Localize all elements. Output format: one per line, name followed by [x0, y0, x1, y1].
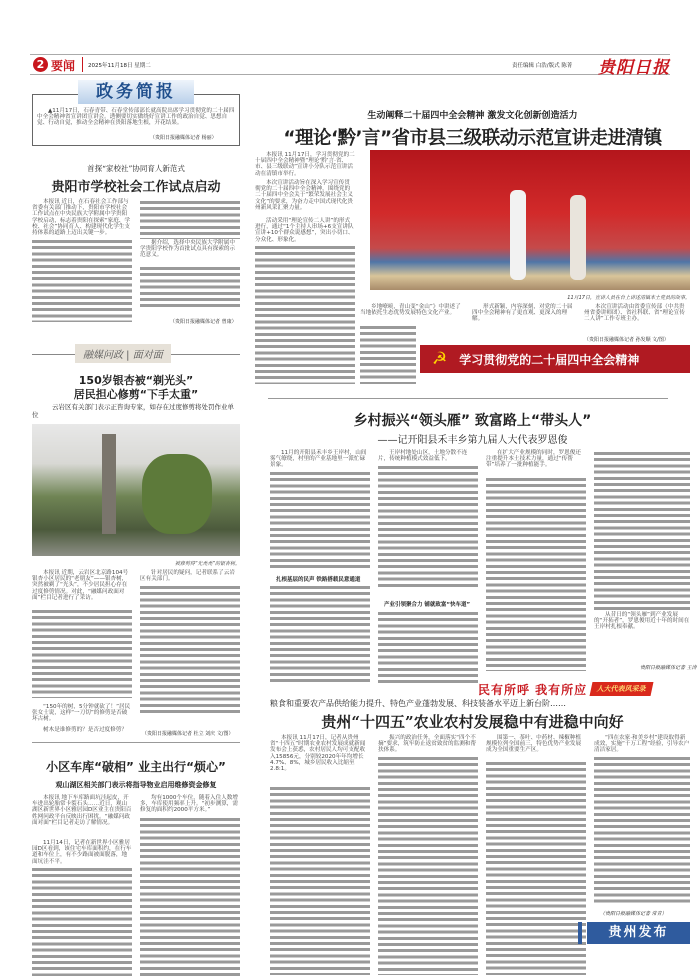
- school-kicker: 首探“家校社”协同育人新范式: [87, 164, 185, 173]
- village-subhead-2: 产业引领聚合力 铺就致富“快车道”: [384, 602, 471, 608]
- brief-title: 政务简报: [78, 80, 194, 104]
- theory-photo: [370, 150, 690, 290]
- theory-body-p2: 本次宣讲活动旨在深入学习宣传贯彻党的二十届四中全会精神，围绕党的二十届四中全会关于“繁荣发展社会主义文化”的要求，为奋力走中国式现代化贵州新风采汇聚力量。: [255, 180, 353, 211]
- agri-col2: 振兴的政治任务，全面落实“四个不摘”要求，筑牢防止返贫致贫的监测和帮扶体系。: [378, 735, 476, 754]
- garage-headline: 小区车库“破相” 业主出行“烦心”: [46, 760, 226, 774]
- theory-body-lead: 本报讯 11月17日，学习贯彻党的二十届四中全会精神暨“理论‘黔’言·省、市、县三级联动”宣讲小分队示范宣讲活动在清镇市举行。: [255, 152, 355, 177]
- theory-col-c: 本次宣讲活动由省委宣传部（中共贵州省委讲师团）、省社科联、省“理论宣传二人讲”工作专班主办。: [584, 304, 685, 323]
- village-col1: 11月的开阳县禾丰乡王岸村，山间雾气缭绕，村里的产业基地里一派忙碌景象。: [270, 450, 367, 469]
- issue-date: 2025年11月18日 星期二: [88, 63, 151, 69]
- media-question: 树木是谁修剪的？是否过度修剪？: [43, 727, 127, 733]
- page-number-badge: 2: [33, 57, 48, 72]
- party-emblem-icon: ☭: [432, 349, 448, 369]
- media-headline-1: 150岁银杏被“剃光头”: [78, 374, 194, 387]
- theory-col-b: 形式新颖，内容深刻，对党的二十届四中全会精神有了更直观、更深入的理解。: [472, 304, 573, 323]
- school-body-col2: 据介绍，选择中央民族大学附属中学贵阳学校作为首批试点具有探索的示范意义。: [140, 240, 236, 259]
- theory-col-a: 乡地嘹喨，青山变“金山”》中讲述了当地依托生态优势发展特色文化产业。: [360, 304, 461, 317]
- media-subheadline: 云岩区有关部门表示正咨询专家，如存在过度修剪将处罚作业单位: [32, 403, 234, 419]
- ginkgo-photo: [32, 424, 240, 556]
- theory-caption: 11月17日，宣讲人员在台上讲述清镇本土党员的故事。: [567, 295, 690, 301]
- village-headline: 乡村振兴“领头雁” 致富路上“带头人”: [353, 413, 592, 429]
- school-credit: （贵阳日报融媒体记者 曾康）: [170, 319, 237, 325]
- people-banner-text: 民有所呼 我有所应: [478, 682, 588, 697]
- media-headline-2: 居民担心修剪“下手太重”: [73, 388, 199, 401]
- agri-kicker: 粮食和重要农产品供给能力提升、特色产业蓬勃发展、科技装备水平迈上新台阶……: [270, 699, 566, 708]
- school-body-col1: 本报讯 近日，在石春社会工作部与省委有关部门推动下，贵阳市学校社会工作试点在中央民族大学附属中学贵阳学校启动，标志着贵阳在探索“家庭、学校、社会”协同育人、构建现代化学生支持体系的道路上迈出关键一步。: [32, 199, 130, 237]
- media-column-label: 融媒问政 | 面对面: [75, 344, 171, 363]
- section-name: 要闻: [51, 59, 76, 73]
- village-col3: 在扩大产业规模的同时，罗恩俊还注重提升本土技术力量，通过“传帮带”培养了一批种植能手。: [486, 450, 581, 469]
- study-banner: [420, 345, 690, 373]
- garage-body-col2: 均有1000个车位，随着入住人数增多，车库使用频率上升。“初步测算，需修复的面积约2000平方米。”: [140, 795, 238, 814]
- media-quote: “150年的树，5分钟就砍了！”居民张女士说，这样“一刀切”的修剪是否破坏古树。: [32, 704, 131, 723]
- newspaper-logo: 贵阳日报: [598, 58, 670, 78]
- village-col2: 王岸村地处山区，土地分散不连片，传统种植模式效益低下。: [378, 450, 468, 463]
- garage-body-col1: 本报讯 地下车库路面坑洼起皮，开车进出轮胎常卡裂石头……近日，观山湖区新世界小区雅居园D区业主在贵阳百姓网问政平台反映出行困扰。“融媒问政面对面”栏目记者走访了解情况。: [32, 795, 132, 826]
- people-banner-tag: 人大代表风采录: [590, 682, 654, 696]
- agri-headline: 贵州“十四五”农业农村发展稳中有进稳中向好: [321, 713, 624, 731]
- agri-col3: 围第一、茶叶、中药材、辣椒种植规模位列全国前三，特色优势产业发展成为全国重要生产区。: [486, 735, 582, 754]
- study-banner-text: 学习贯彻党的二十届四中全会精神: [459, 352, 640, 367]
- media-credit: （贵阳日报融媒体记者 杜立 刘庆 文/图）: [142, 731, 234, 737]
- agri-credit: （贵阳日报融媒体记者 常青）: [600, 911, 667, 917]
- ginkgo-caption: 被修剪得“光秃秃”的银杏树。: [174, 561, 240, 567]
- village-credit: 贵阳日报融媒体记者 王涛: [640, 665, 697, 671]
- theory-headline: “理论‘黔’言”省市县三级联动示范宣讲走进清镇: [283, 128, 662, 149]
- village-subheadline: ——记开阳县禾丰乡第九届人大代表罗恩俊: [377, 435, 568, 446]
- editors: 责任编辑 白浩/版式 陈菁: [512, 63, 573, 69]
- theory-body-p3: 活动采用“理论宣传二人讲”的形式进行，通过“1个主持人串场+6支宣讲队宣讲+10个群众说感想”，突出小切口、分众化、形象化。: [255, 218, 354, 243]
- brief-credit: （贵阳日报融媒体记者 杨丽）: [150, 135, 217, 141]
- theory-credit: （贵阳日报融媒体记者 孙发顺 文/图）: [584, 337, 669, 343]
- people-banner: [478, 680, 690, 698]
- garage-subheadline: 观山湖区相关部门表示将指导物业启用维修资金修复: [55, 780, 217, 789]
- school-headline: 贵阳市学校社会工作试点启动: [51, 180, 221, 195]
- media-body-col1: 本报讯 近期，云岩区北京路104号银杏小区居民的“老朋友”——银杏树，突然被剃了“光头”，不少居民担心存在过度修剪情况。对此，“融媒问政面对面”栏目记者进行了采访。: [32, 570, 129, 601]
- village-subhead-1: 扎根基层的民声 铁路搭载民意通道: [276, 577, 361, 583]
- brief-text: ▲11月17日，石春青带、石春堂传部部长就高院出席学习贯彻党的二十届四中全会精神省宣讲团宣讲会。透侧要切实做绕好宣讲工作的政治自觉、思想自觉、行动自觉，推动全会精神在贵阳落地生根，开花结果。: [37, 108, 235, 127]
- guizhou-release-badge: 贵州发布: [587, 922, 690, 944]
- agri-col4: “四在农家·和美乡村”建设取得新成效，实施“千万工程”经验，引导农户清洁家居。: [594, 735, 690, 754]
- village-col4: 从昔日的“领头雁”到产业发展的“开拓者”，罗恩俊用近十年的时间在王岸村扎根奉献。: [594, 612, 690, 631]
- garage-body-col1b: 11月14日，记者在新世界小区雅居园D区看到，该住宅车库面积约，在行车道和车位上，有不少路面被面脱落，地面坑洼不平。: [32, 840, 132, 865]
- agri-col1: 本报讯 11月17日，记者从贵州省“十四五”时期农业农村发展成就新闻发布会上获悉，农村居民人均可支配收入15856元，分别较2020年年均增长4.7%、8%，城乡居民收入比缩至2.8:1。: [270, 735, 366, 773]
- theory-kicker: 生动阐释二十届四中全会精神 激发文化创新创造活力: [367, 111, 578, 121]
- media-body-col2: 针对居民的疑问，记者联系了云岩区有关部门。: [140, 570, 235, 583]
